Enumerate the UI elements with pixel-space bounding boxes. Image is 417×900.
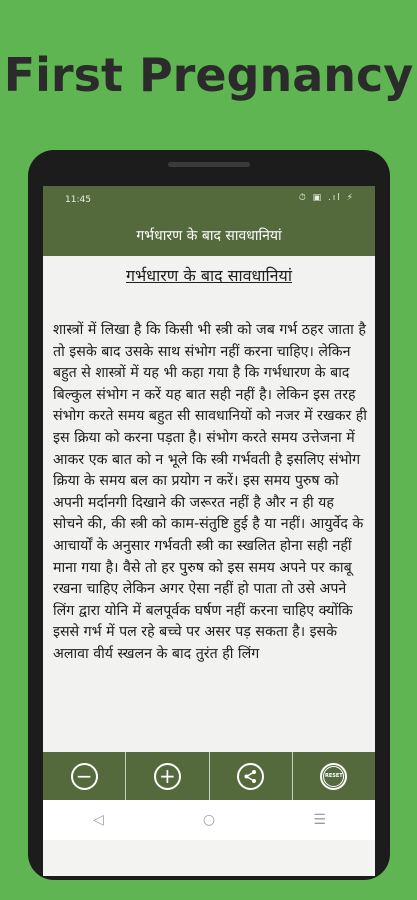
zoom-out-symbol: − [75,764,93,788]
promo-title: First Pregnancy [3,48,414,102]
reset-label: RESET [325,773,343,779]
bottom-toolbar [43,752,375,800]
status-time: 11:45 [65,195,91,205]
share-glyph [243,769,258,784]
share-icon [237,763,264,790]
zoom-in-icon [154,763,181,790]
reset-button[interactable] [293,752,375,800]
share-button[interactable] [210,752,293,800]
nav-home-icon[interactable]: ○ [202,812,216,828]
nav-back-icon[interactable]: ◁ [92,812,104,828]
app-bar [43,214,375,256]
reset-icon [320,763,347,790]
phone-screen [43,186,375,876]
phone-frame [28,150,390,880]
zoom-out-button[interactable] [43,752,126,800]
system-nav-bar [43,800,375,840]
article-heading [43,264,375,286]
nav-recents-icon[interactable]: ☰ [313,812,326,828]
reset-inner-ring [323,766,344,787]
zoom-in-symbol: + [158,764,176,788]
zoom-in-button[interactable] [126,752,209,800]
status-icons: ⏱ ▣ .ıl ⚡ [298,193,355,203]
zoom-out-icon [71,763,98,790]
status-bar [43,186,375,214]
app-bar-title: गर्भधारण के बाद सावधानियां [136,227,282,244]
article-heading-text: गर्भधारण के बाद सावधानियां [126,266,292,285]
phone-speaker [168,162,250,167]
article-body: शास्त्रों में लिखा है कि किसी भी स्त्री को जब गर्भ ठहर जाता है तो इसके बाद उसके साथ संभोग नहीं करना चाहिए। लेकिन बहुत से शास्त्रों में यह भी कहा गया है कि गर्भधारण के बाद बिल्कुल संभोग न करें यह बात सही नहीं है। लेकिन इस तरह संभोग करते समय बहुत सी सावधानियों को नजर में रखकर ही इस क्रिया को करना पड़ता है। संभोग करते समय उत्तेजना में आकर एक बात को न भूले कि स्त्री गर्भवती है इसलिए संभोग क्रिया के समय बल का प्रयोग न करें। इस समय पुरुष को अपनी मर्दानगी दिखाने की जरूरत नहीं है और न ही यह सोचने की, की स्त्री को काम-संतुष्टि हुई है या नहीं। आयुर्वेद के आचार्यों के अनुसार गर्भवती स्त्री का स्खलित होना सही नहीं माना गया है। वैसे तो हर पुरुष को इस समय अपने पर काबू रखना चाहिए लेकिन अगर ऐसा नहीं हो पाता तो उसे अपने लिंग द्वारा योनि में बलपूर्वक घर्षण नहीं करना चाहिए क्योंकि इससे गर्भ में पल रहे बच्चे पर असर पड़ सकता है। इसके अलावा वीर्य स्खलन के बाद तुरंत ही लिंग [53,322,367,662]
article-content[interactable] [43,256,375,752]
